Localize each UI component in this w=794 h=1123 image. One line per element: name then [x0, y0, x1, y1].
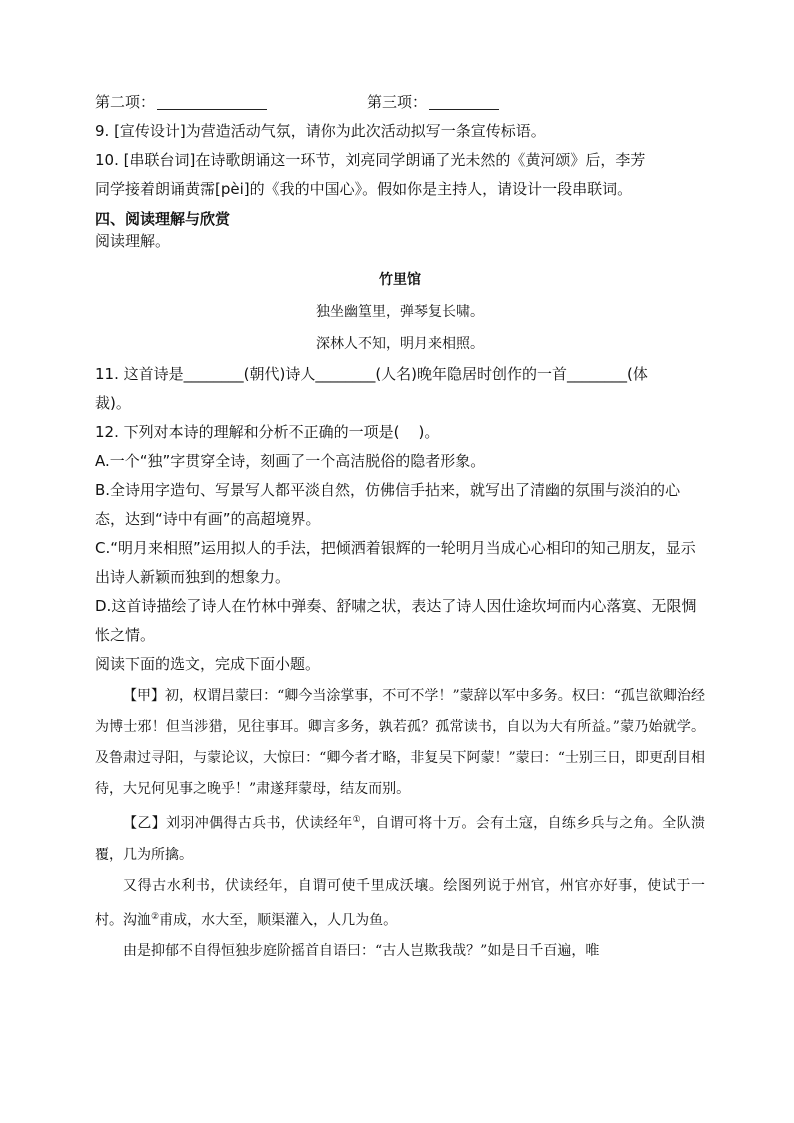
- passage-yi-para2: [95, 871, 705, 937]
- poem-title: 竹里馆: [379, 272, 421, 288]
- option-c: C.“明月来相照”运用拟人的手法，把倾洒着银辉的一轮明月当成心心相印的知己朋友，显示出诗人新颖而独到的想象力。: [95, 539, 696, 586]
- option-b: B.全诗用字造句、写景写人都平淡自然，仿佛信手拈来，就写出了清幽的氛围与淡泊的心态，达到“诗中有画”的高超境界。: [95, 481, 681, 528]
- option-a: A.一个“独”字贯穿全诗，刻画了一个高洁脱俗的隐者形象。: [95, 452, 486, 470]
- option-d: D.这首诗描绘了诗人在竹林中弹奏、舒啸之状，表达了诗人因仕途坎坷而内心落寞、无限惆怅之情。: [95, 597, 697, 644]
- poem-line-1: 独坐幽篁里，弹琴复长啸。: [316, 304, 484, 320]
- passage-jia: 【甲】初，权谓吕蒙曰：“卿今当涂掌事，不可不学！”蒙辞以军中多务。权曰：“孤岂欲卿治经为博士邪！但当涉猎，见往事耳。卿言多务，孰若孤？孤常读书，自以为大有所益。”蒙乃始就学。及鲁肃过寻阳，与蒙论议，大惊曰：“卿今者才略，非复吴下阿蒙！”蒙曰：“士别三日，即更刮目相待，大兄何见事之晚乎！”肃遂拜蒙母，结友而别。: [95, 688, 705, 797]
- item3-label: 第三项：: [367, 93, 428, 111]
- passage-yi-para1: [95, 805, 705, 871]
- section-4-heading: 四、阅读理解与欣赏: [95, 210, 231, 228]
- question-10-line2: 同学接着朗诵黄霈[pèi]的《我的中国心》。假如你是主持人，请设计一段串联词。: [95, 180, 633, 198]
- passage-yi-text-1a: 【乙】刘羽冲偶得古兵书，伏读经年: [123, 815, 353, 832]
- item2-label: 第二项：: [95, 93, 156, 111]
- reading-intro: 阅读理解。: [95, 232, 171, 250]
- passage-yi-text-2b: 甫成，水大至，顺渠灌入，人几为鱼。: [159, 912, 398, 929]
- passage-yi-para3: 由是抑郁不自得恒独步庭阶摇首自语曰：“古人岂欺我哉？”如是日千百遍，唯: [123, 943, 600, 960]
- passage-yi-text-2a: 又得古水利书，伏读经年，自谓可使千里成沃壤。绘图列说于州官，州官亦好事，使试于一村。沟洫: [95, 877, 705, 929]
- passage-yi-text-1b: ，自谓可将十万。会有土寇，自练乡兵与之角。全队溃覆，几为所擒。: [95, 815, 706, 863]
- footnote-marker-1: ①: [352, 815, 361, 825]
- question-10-line1: 10. [串联台词]在诗歌朗诵这一环节，刘亮同学朗诵了光未然的《黄河颂》后，李芳: [95, 151, 646, 169]
- exam-page: [95, 88, 705, 967]
- footnote-marker-2: ②: [151, 911, 160, 922]
- question-11-line1: 11. 这首诗是________(朝代)诗人________(人名)晚年隐居时创作的一首________(体: [95, 365, 648, 383]
- answer-line-items: [95, 88, 705, 117]
- prose-intro: 阅读下面的选文，完成下面小题。: [95, 655, 321, 673]
- question-9: 9. [宣传设计]为营造活动气氛，请你为此次活动拟写一条宣传标语。: [95, 122, 546, 140]
- question-12: 12. 下列对本诗的理解和分析不正确的一项是( )。: [95, 423, 440, 441]
- question-11-line2: 裁)。: [95, 394, 131, 412]
- item3-answer-blank[interactable]: [429, 93, 499, 110]
- item2-answer-blank[interactable]: [157, 93, 267, 110]
- poem-line-2: 深林人不知，明月来相照。: [316, 336, 484, 352]
